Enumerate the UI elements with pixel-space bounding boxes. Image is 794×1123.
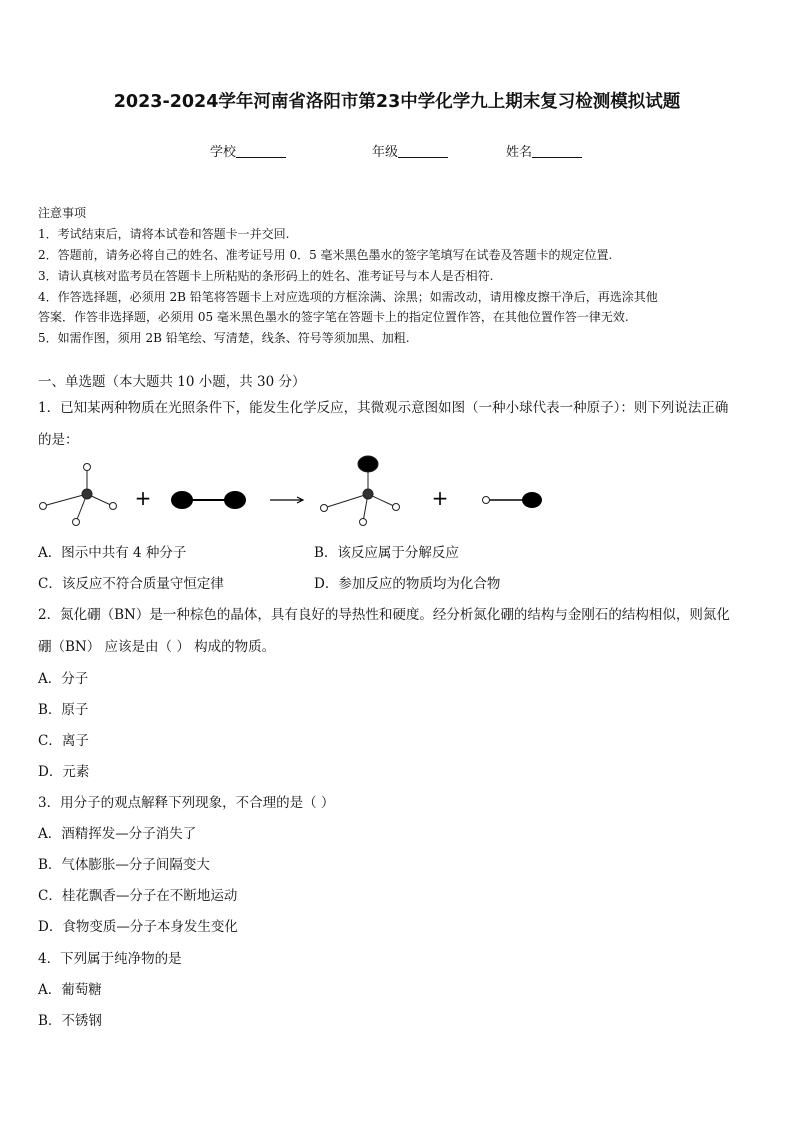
question-2-stem: 2．氮化硼（BN）是一种棕色的晶体，具有良好的导热性和硬度。经分析氮化硼的结构与金刚石的结构相似，则氮化 [38, 607, 730, 623]
notice-item: 5．如需作图，须用 2B 铅笔绘、写清楚，线条、符号等须加黑、加粗. [38, 331, 410, 345]
question-1-option-a: A．图示中共有 4 种分子 [38, 545, 187, 561]
name-field [506, 141, 582, 160]
reaction-diagram [30, 450, 550, 535]
plus-sign: + [431, 486, 449, 510]
question-1-option-b: B．该反应属于分解反应 [314, 545, 459, 561]
notice-item: 1．考试结束后，请将本试卷和答题卡一并交回. [38, 227, 290, 241]
grade-blank [398, 145, 448, 158]
school-field [210, 141, 286, 160]
grade-field [372, 141, 448, 160]
question-4-option-a: A．葡萄糖 [38, 982, 102, 998]
school-label: 学校 [210, 145, 237, 160]
question-4-option-b: B．不锈钢 [38, 1013, 102, 1029]
question-2-option-a: A．分子 [38, 671, 89, 687]
notice-heading: 注意事项 [38, 206, 87, 220]
question-4-stem: 4．下列属于纯净物的是 [38, 951, 182, 967]
question-2-option-c: C．离子 [38, 733, 89, 749]
section-heading: 一、单选题（本大题共 10 小题，共 30 分） [38, 374, 306, 390]
plus-sign: + [134, 486, 152, 510]
question-1-option-c: C．该反应不符合质量守恒定律 [38, 576, 224, 592]
question-2-option-d: D．元素 [38, 764, 90, 780]
question-2-stem-cont: 硼（BN） 应该是由（ ） 构成的物质。 [38, 639, 276, 655]
grade-label: 年级 [372, 145, 399, 160]
question-3-stem: 3．用分子的观点解释下列现象，不合理的是（ ） [38, 795, 335, 811]
question-1-stem-cont: 的是： [38, 432, 79, 448]
name-blank [532, 145, 582, 158]
question-3-option-a: A．酒精挥发—分子消失了 [38, 826, 197, 842]
question-3-option-b: B．气体膨胀—分子间隔变大 [38, 857, 210, 873]
reaction-arrow [270, 497, 303, 503]
notice-item: 答案．作答非选择题，必须用 05 毫米黑色墨水的签字笔在答题卡上的指定位置作答，在其他位置作答一律无效. [38, 310, 629, 324]
notice-item: 3．请认真核对监考员在答题卡上所粘贴的条形码上的姓名、准考证号与本人是否相符. [38, 269, 494, 283]
reactant-molecule-2 [171, 491, 246, 509]
product-molecule-2 [483, 492, 543, 508]
page-title: 2023-2024学年河南省洛阳市第23中学化学九上期末复习检测模拟试题 [113, 92, 681, 112]
question-3-option-d: D．食物变质—分子本身发生变化 [38, 919, 238, 935]
question-1-stem: 1．已知某两种物质在光照条件下，能发生化学反应，其微观示意图如图（一种小球代表一种原子）：则下列说法正确 [38, 400, 729, 416]
product-molecule-1 [321, 456, 400, 526]
question-3-option-c: C．桂花飘香—分子在不断地运动 [38, 888, 238, 904]
notice-item: 2．答题前，请务必将自己的姓名、准考证号用 0．5 毫米黑色墨水的签字笔填写在试卷及答题卡的规定位置. [38, 248, 613, 262]
notice-item: 4．作答选择题，必须用 2B 铅笔将答题卡上对应选项的方框涂满、涂黑；如需改动，请用橡皮擦干净后，再选涂其他 [38, 290, 658, 304]
reactant-molecule-1 [40, 464, 117, 526]
question-1-option-d: D．参加反应的物质均为化合物 [314, 576, 501, 592]
name-label: 姓名 [506, 145, 533, 160]
question-2-option-b: B．原子 [38, 702, 89, 718]
school-blank [236, 145, 286, 158]
